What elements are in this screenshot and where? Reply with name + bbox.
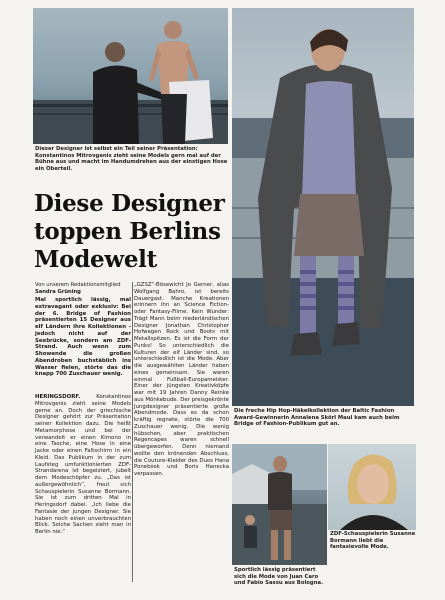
dateline: HERINGSDORF. bbox=[35, 394, 97, 400]
body-text-1: Konstantinos Mitrovgenis zieht seine Models gerne an. Doch der griechische Designer gehört zur Präsentation seiner Kollektion dazu. Die heißt Metamorphose und bei der verwandelt er einen Kimono in eine Tasche, eine Hose in eine Jacke oder einen Faltschirm in ein Kleid. Das Publikum in der zum Laufsteg umfunktionierten ZDF-Strandarena ist begeistert, jubelt dem Modeschöpfer zu. „Das ist außergewöhnlich“, freut sich Schauspielerin Susanne Bormann. Sie ist zum dritten Mal in Heringsdorf dabei. „Ich liebe die Fantasie der jungen Designer. Sie haben noch einen unverbrauchten Blick. Solche Sachen sieht man in Berlin nie.“ bbox=[35, 394, 131, 535]
photo-susanne-bormann bbox=[328, 444, 416, 530]
headline: Diese Designer toppen Berlins Modewelt bbox=[34, 190, 225, 273]
photo-sporty-collection bbox=[232, 444, 327, 565]
article-lead: Mal sportlich lässig, mal extravagant oder exklusiv: Bei der 6. Bridge of Fashion präsentierten 15 Designer aus elf Ländern ihre Kollektionen - jedoch nicht auf der Seebrücke, sondern am ZDF-Strand. Auch wenn zum Showende die großen Abendroben buchstäblich ins Wasser fielen, störte das die knapp 700 Zuschauer wenig. bbox=[35, 297, 131, 378]
photo1-caption: Dieser Designer ist selbst ein Teil seiner Präsentation: Konstantinos Mitrovgenis zieht seine Models gern mal auf der Bühne aus und macht im Handumdrehen aus der einstigen Hose ein Oberteil. bbox=[35, 146, 228, 172]
photo4-caption: ZDF-Schauspielerin Susanne Bormann liebt die fantasievolle Mode. bbox=[330, 531, 416, 551]
photo-designer-stage bbox=[33, 8, 228, 144]
photo2-caption: Die freche Hip Hop-Häkelkollektion der Baltic Fashion Award-Gewinnerin Annalena Skörl Maul kam auch beim Bridge of Fashion-Publikum gut an. bbox=[234, 408, 400, 428]
article-body-column-2: „GZSZ“-Bösewicht Jo Gerner, alias Wolfgang Bahro, ist bereits Dauergast. Manche Kreationen erinnern ihn an Science Fiction- oder Fantasy-Filme. Kein Wunder: Trägt Mann beim niederländischen Designer Jonathan Christopher Hofwegen Rock und Boots mit Metallspitzen. Es ist die Form der Punks! So unterschiedlich die Kulturen der elf Länder sind, so unterschiedlich ist die Mode. Aber die ausgewählten Länder haben eines gemeinsam. Sie waren einmal Fußball-Europameister. Einer der jüngsten Kreativköpfe war mit 19 Jahren Danny Reinke aus Mönkebude. Der preisgekrönte Jungdesigner präsentierte große Abendmode. Dass es da schon kräftig regnete, störte die 700 Zuschauer wenig. Die wenig hübschen, aber praktischen Regencapes waren schnell übergeworfen. Denn niemand wollte den krönenden Abschluss, die Couture-Kleider des Duos Hana Ponebšek und Boris Hanecka verpassen. bbox=[134, 282, 229, 477]
byline-author: Sandra Grüning bbox=[35, 288, 81, 295]
photo-hip-hop-collection bbox=[232, 8, 414, 406]
byline-prefix: Von unserem Redaktionsmitglied bbox=[35, 282, 121, 288]
photo3-caption: Sportlich lässig präsentiert sich die Mode von Juan Caro und Fabio Sassu aus Bologna. bbox=[234, 567, 324, 587]
article-body-column-1 bbox=[35, 394, 131, 536]
column-divider bbox=[132, 282, 133, 582]
